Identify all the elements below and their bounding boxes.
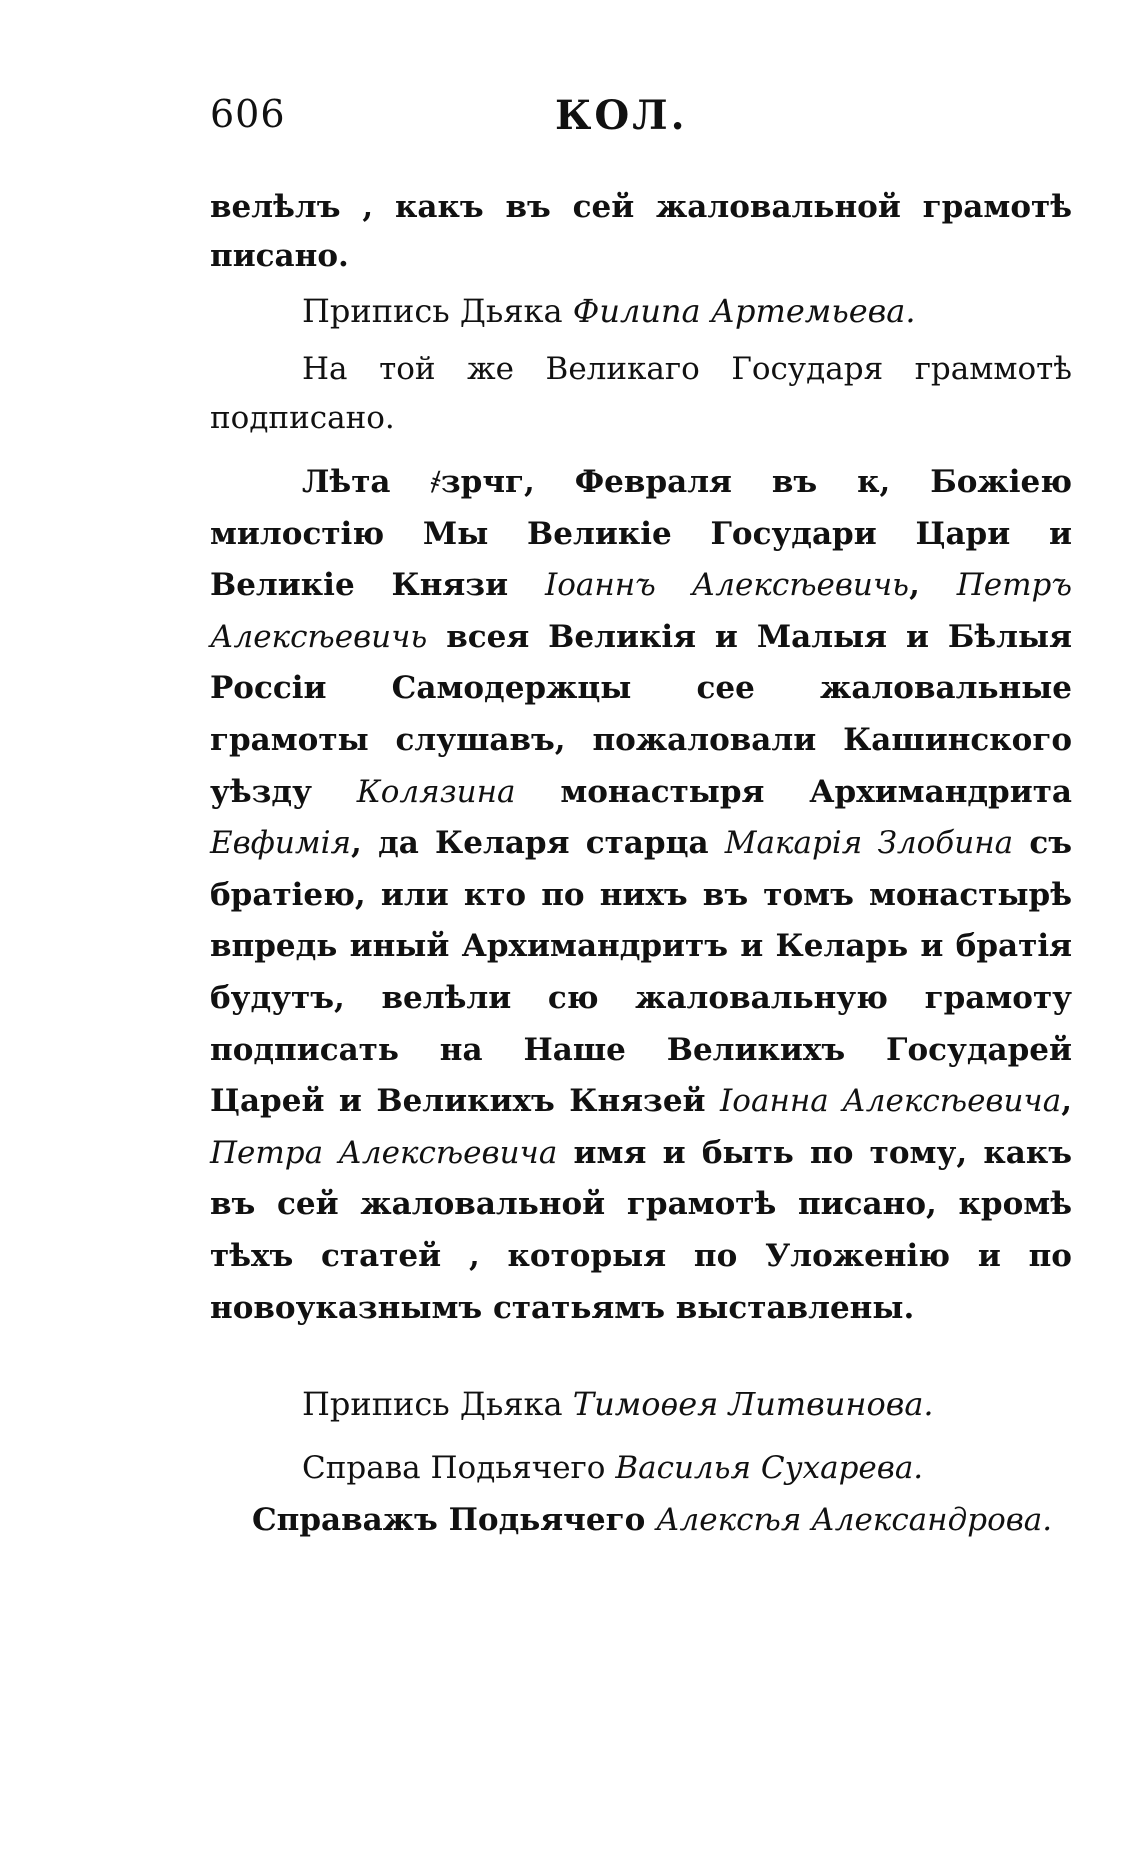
name-makariy: Макарiя Злобина	[724, 825, 1014, 862]
signature-prefix: Справа Подьячего	[302, 1450, 606, 1486]
text-segment: монастыря Архимандрита	[560, 773, 1073, 810]
signature-prefix: Припись Дьяка	[302, 1385, 563, 1423]
text-segment: , да Келаря старца	[351, 825, 709, 862]
signature-name: Василья Сухарева.	[615, 1450, 924, 1486]
name-ioann-genitive: Iоанна Алексѣевича	[720, 1083, 1062, 1120]
signature-name: Тимоѳея Литвинова.	[572, 1385, 934, 1423]
signature-prefix: Справажъ Подьячего	[252, 1502, 646, 1538]
paragraph-1: велѣлъ , какъ въ сей жаловальной грамотѣ писано.	[210, 189, 1072, 274]
name-petr: Петръ Алексѣевичь	[210, 567, 1072, 655]
signature-litvinov	[302, 1385, 934, 1423]
page-header	[210, 92, 1090, 152]
name-ioann: Iоаннъ Алексѣевичь	[544, 567, 910, 604]
paragraph-2: На той же Великаго Государя граммотѣ подписано.	[210, 351, 1072, 436]
signature-artemyev	[302, 292, 916, 330]
signature-prefix: Припись Дьяка	[302, 292, 563, 330]
name-evfimiy: Евфимiя	[210, 825, 352, 862]
text-segment: съ братiею, или кто по нихъ въ томъ монастырѣ впредь иный Архимандритъ и Келарь и братiя будутъ, велѣли сю жаловальную грамоту подписать на Наше Великихъ Государей Царей и Великихъ Князей	[210, 825, 1072, 1120]
text-segment: ,	[909, 567, 920, 604]
running-head: КОЛ.	[555, 92, 688, 139]
paragraph-3	[210, 457, 1072, 1334]
signature-aleksandrov	[252, 1502, 1052, 1538]
signature-name: Алексѣя Александрова.	[656, 1502, 1053, 1538]
text-segment: Лѣта ҂зрчг, Февраля въ к, Божiею милостiю Мы Великiе Государи Цари и Великiе Князи	[210, 464, 1072, 604]
text-segment: имя и быть по тому, какъ въ сей жаловальной грамотѣ писано, кромѣ тѣхъ статей , которыя по Уложенiю и по новоуказнымъ статьямъ выставлены.	[210, 1134, 1072, 1326]
name-kolyazin: Колязина	[356, 773, 516, 810]
name-petr-genitive: Петра Алексѣевича	[210, 1134, 558, 1171]
signature-name: Филипа Артемьева.	[572, 292, 916, 330]
text-segment: ,	[1061, 1083, 1072, 1120]
signature-sukharev	[302, 1450, 923, 1486]
page-number: 606	[210, 92, 286, 136]
text-segment: всея Великiя и Малыя и Бѣлыя Россiи Самодержцы сее жаловальные грамоты слушавъ, пожаловали Кашинского уѣзду	[210, 618, 1073, 810]
